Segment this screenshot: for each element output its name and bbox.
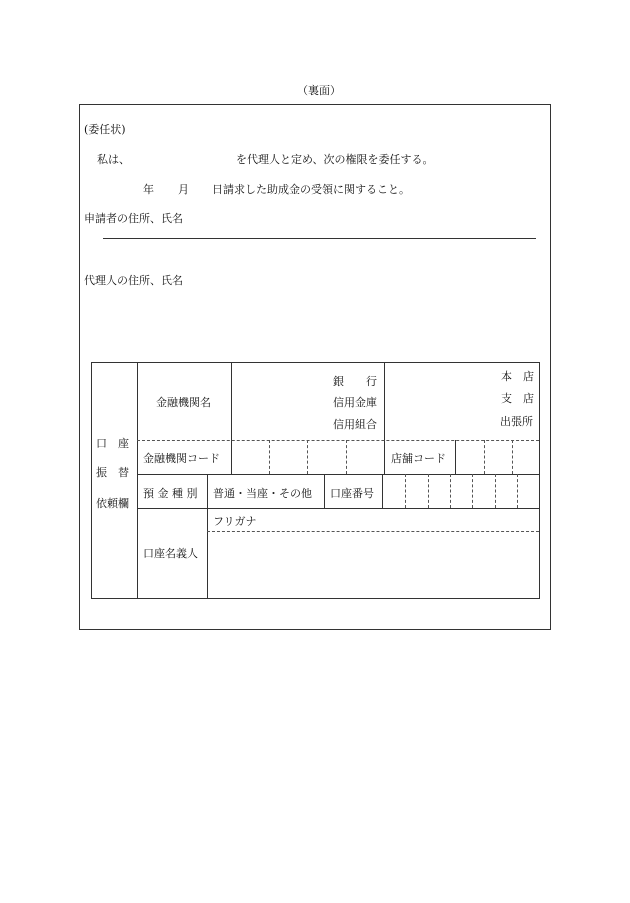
applicant-signature-line: [103, 238, 536, 239]
deposit-type-options: 普通・当座・その他: [213, 487, 312, 500]
transfer-side-label-3: 依頼欄: [96, 497, 129, 510]
applicant-label: 申請者の住所、氏名: [84, 212, 183, 225]
agent-label: 代理人の住所、氏名: [84, 274, 183, 287]
claim-scope-text: 日請求した助成金の受領に関すること。: [212, 183, 410, 196]
delegation-prefix: 私は、: [97, 153, 130, 166]
transfer-side-label-2: 振 替: [96, 466, 129, 479]
bank-type-bank: 銀 行: [333, 375, 377, 388]
account-holder-label: 口座名義人: [143, 547, 198, 560]
institution-code-label: 金融機関コード: [143, 452, 220, 465]
delegation-statement: を代理人と定め、次の権限を委任する。: [236, 153, 434, 166]
bank-type-shinkin: 信用金庫: [333, 396, 377, 409]
furigana-label: フリガナ: [213, 515, 257, 528]
branch-type-office: 出張所: [500, 415, 533, 428]
page-side-label: （裏面）: [297, 84, 341, 97]
branch-type-branch: 支 店: [501, 392, 534, 405]
transfer-side-label-1: 口 座: [96, 437, 129, 450]
deposit-type-label: 預 金 種 別: [143, 487, 198, 500]
month-label: 月: [178, 183, 189, 196]
account-number-label: 口座番号: [330, 487, 374, 500]
institution-name-label: 金融機関名: [156, 396, 211, 409]
letter-heading: (委任状): [84, 123, 126, 136]
bank-type-credit-union: 信用組合: [333, 418, 377, 431]
year-label: 年: [143, 183, 154, 196]
branch-type-head: 本 店: [501, 370, 534, 383]
branch-code-label: 店舗コード: [391, 452, 446, 465]
